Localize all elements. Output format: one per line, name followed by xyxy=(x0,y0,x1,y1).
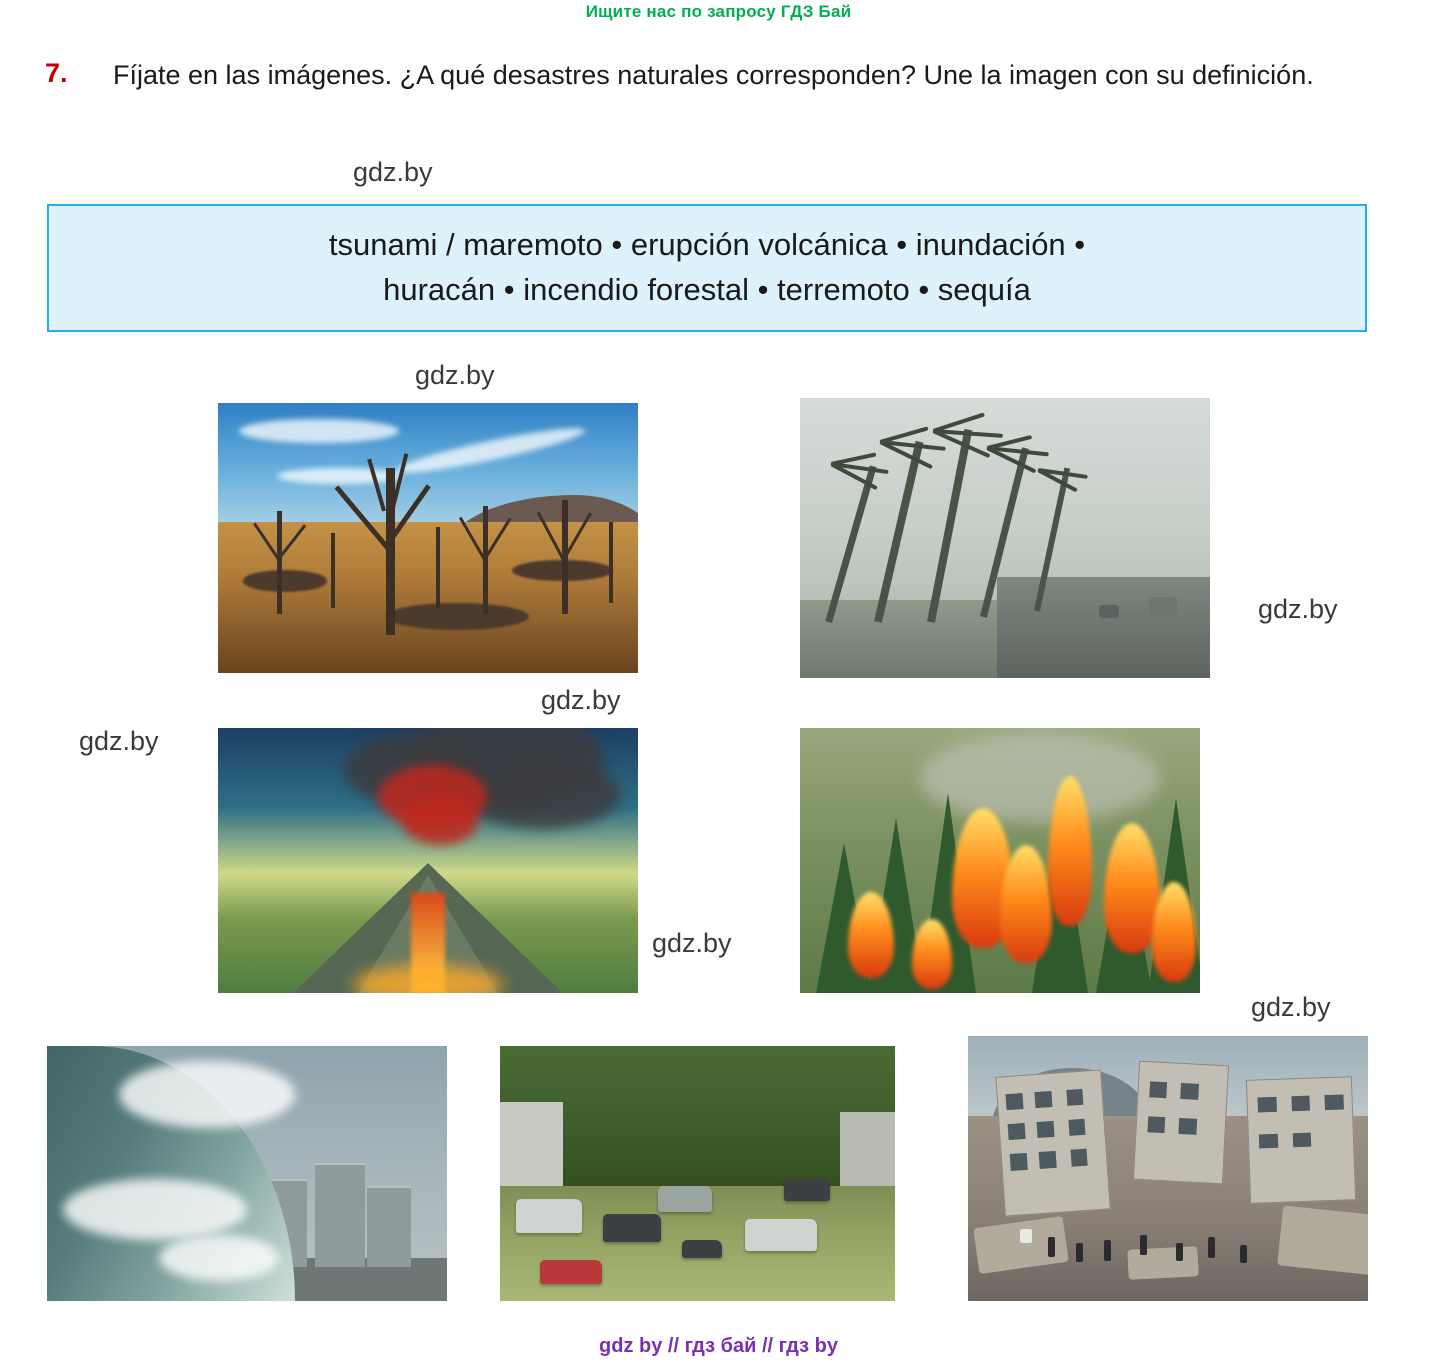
person xyxy=(1020,1229,1032,1243)
window xyxy=(1258,1097,1277,1112)
person xyxy=(1076,1243,1083,1262)
word-bank-line-1: tsunami / maremoto • erupción volcánica • inundación • xyxy=(328,227,1086,263)
image-tsunami xyxy=(47,1046,447,1301)
eruption-cloud xyxy=(403,797,479,845)
window xyxy=(1179,1117,1197,1134)
collapsed-building xyxy=(1246,1077,1356,1205)
image-forest-fire xyxy=(800,728,1200,993)
collapsed-building xyxy=(995,1070,1110,1217)
submerged-car xyxy=(745,1219,817,1251)
building xyxy=(367,1186,411,1267)
watermark-4: gdz.by xyxy=(1258,594,1338,624)
dead-tree-trunk xyxy=(277,511,282,614)
collapsed-building xyxy=(1133,1060,1229,1183)
image-drought xyxy=(218,403,638,673)
submerged-car xyxy=(784,1179,830,1201)
person xyxy=(1048,1237,1055,1257)
person xyxy=(1104,1240,1111,1261)
window xyxy=(1180,1082,1198,1099)
rubble xyxy=(1127,1246,1198,1280)
window xyxy=(1147,1115,1165,1132)
truck xyxy=(1149,597,1177,617)
window xyxy=(1068,1119,1086,1137)
submerged-car xyxy=(540,1260,602,1284)
window xyxy=(1035,1091,1053,1109)
debris xyxy=(682,1240,722,1258)
window xyxy=(1291,1096,1310,1111)
window xyxy=(1292,1133,1311,1148)
person xyxy=(1140,1235,1147,1255)
window xyxy=(1324,1095,1343,1110)
person xyxy=(1176,1243,1183,1261)
watermark-5: gdz.by xyxy=(541,685,621,715)
dead-tree-trunk xyxy=(609,522,613,603)
watermark-1: gdz.by xyxy=(353,157,433,187)
watermark-8: gdz.by xyxy=(1251,992,1331,1022)
image-flood xyxy=(500,1046,895,1301)
dead-tree-trunk xyxy=(331,533,335,609)
submerged-car xyxy=(603,1214,661,1242)
window xyxy=(1006,1093,1024,1111)
ash-patch xyxy=(386,603,529,630)
submerged-car xyxy=(658,1186,712,1212)
window xyxy=(1149,1080,1167,1097)
exercise-number: 7. xyxy=(45,58,68,88)
ash-patch xyxy=(243,570,327,592)
top-banner: Ищите нас по запросу ГДЗ Бай xyxy=(585,2,852,21)
wave-foam xyxy=(159,1235,279,1281)
building xyxy=(315,1163,365,1267)
footer-watermark: gdz by // гдз бай // гдз by xyxy=(599,1335,838,1357)
dead-tree-trunk xyxy=(436,527,440,608)
building xyxy=(500,1102,563,1199)
window xyxy=(1066,1088,1084,1106)
watermark-6: gdz.by xyxy=(79,726,159,756)
rubble xyxy=(1277,1205,1368,1276)
exercise-instruction: Fíjate en las imágenes. ¿A qué desastres naturales corresponden? Une la imagen con su definición. xyxy=(113,60,1314,90)
window xyxy=(1039,1151,1057,1169)
window xyxy=(1010,1153,1028,1171)
cloud xyxy=(277,468,403,484)
window xyxy=(1070,1149,1088,1167)
vehicle xyxy=(1099,605,1119,618)
word-bank-line-2: huracán • incendio forestal • terremoto • sequía xyxy=(383,272,1031,307)
window xyxy=(1037,1121,1055,1139)
watermark-2: gdz.by xyxy=(415,360,495,390)
image-earthquake xyxy=(968,1036,1368,1301)
wave-foam xyxy=(119,1061,295,1127)
road xyxy=(997,577,1210,678)
person xyxy=(1208,1237,1215,1258)
wave-foam xyxy=(63,1179,247,1240)
image-hurricane xyxy=(800,398,1210,678)
watermark-7: gdz.by xyxy=(652,928,732,958)
window xyxy=(1008,1123,1026,1141)
window xyxy=(1259,1134,1278,1149)
word-bank-box xyxy=(47,204,1367,332)
person xyxy=(1240,1245,1247,1263)
image-volcano xyxy=(218,728,638,993)
submerged-car xyxy=(516,1199,582,1233)
